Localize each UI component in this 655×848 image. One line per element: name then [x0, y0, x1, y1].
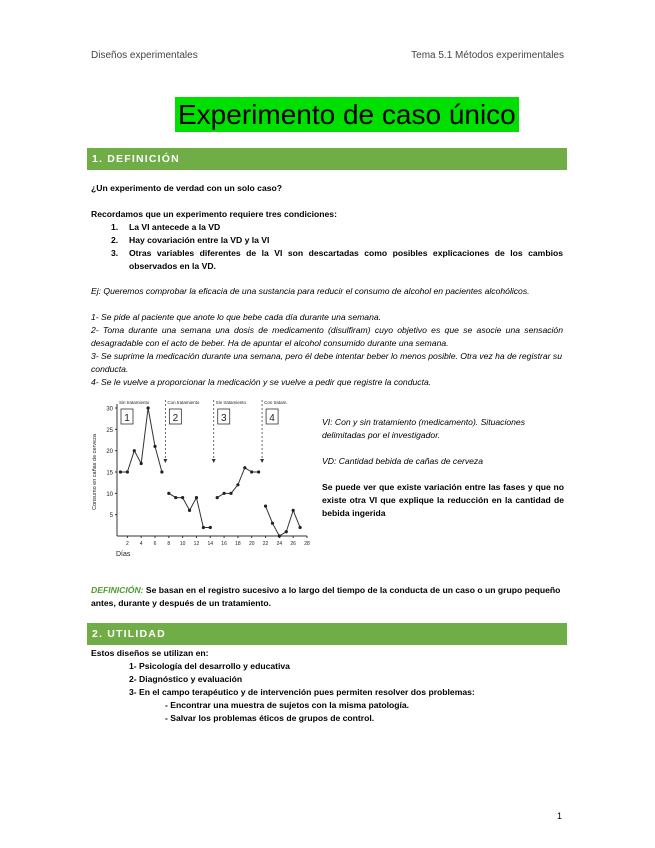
phase-label: Sin tratamiento — [119, 400, 150, 405]
data-point — [140, 462, 143, 465]
utility-item: 2- Diagnóstico y evaluación — [129, 674, 243, 684]
condition-item — [111, 234, 563, 247]
running-header-right: Tema 5.1 Métodos experimentales — [411, 50, 564, 61]
data-point — [257, 470, 260, 473]
data-point — [236, 483, 239, 486]
x-tick-label: 16 — [221, 541, 227, 547]
data-point — [229, 492, 232, 495]
vd-label: VD: — [322, 456, 337, 466]
y-tick-label: 10 — [106, 491, 113, 498]
x-tick-label: 22 — [262, 541, 269, 547]
data-point — [181, 496, 184, 499]
data-point — [119, 470, 122, 473]
y-tick-label: 25 — [106, 427, 113, 434]
data-point — [126, 470, 129, 473]
x-tick-label: 28 — [304, 541, 310, 547]
definition-text: Se basan en el registro sucesivo a lo largo del tiempo de la conducta de un caso o un grupo pequeño antes, durante y después de un tratamiento. — [91, 585, 561, 608]
data-point — [298, 526, 301, 529]
data-point — [222, 492, 225, 495]
data-point — [243, 466, 246, 469]
phase-number: 2 — [172, 413, 179, 424]
utility-subitem: - Encontrar una muestra de sujetos con la misma patología. — [165, 700, 410, 710]
y-tick-label: 20 — [106, 449, 113, 456]
condition-number: 1. — [111, 222, 119, 232]
variation-note: Se puede ver que existe variación entre las fases y que no existe otra VI que explique la reducción en la cantidad de bebida ingerida — [322, 482, 564, 518]
x-tick-label: 26 — [290, 541, 296, 547]
example-step: 4- Se le vuelve a proporcionar la medicación y se vuelve a pedir que registre la conducta. — [91, 377, 432, 387]
data-point — [167, 492, 170, 495]
x-tick-label: 14 — [207, 541, 214, 547]
data-point — [271, 522, 274, 525]
phase-label: Sin tratamiento — [215, 400, 246, 405]
vi-text: Con y sin tratamiento (medicamento). Situaciones delimitadas por el investigador. — [322, 417, 526, 440]
condition-number: 3. — [111, 248, 119, 258]
section-heading-utilidad: 2. UTILIDAD — [87, 623, 567, 645]
data-point — [153, 445, 156, 448]
condition-text: Hay covariación entre la VD y la VI — [129, 235, 270, 245]
data-point — [292, 509, 295, 512]
example-step: 1- Se pide al paciente que anote lo que bebe cada día durante una semana. — [91, 312, 382, 322]
x-tick-label: 24 — [276, 541, 283, 547]
example-intro: Ej: Queremos comprobar la eficacia de una sustancia para reducir el consumo de alcohol en pacientes alcohólicos. — [91, 286, 530, 296]
vd-text: Cantidad bebida de cañas de cerveza — [336, 456, 484, 466]
x-tick-label: 8 — [167, 541, 171, 547]
vi-description — [322, 416, 564, 442]
x-tick-label: 6 — [153, 541, 157, 547]
data-point — [285, 530, 288, 533]
phase-divider-arrow — [260, 459, 264, 463]
data-point — [264, 505, 267, 508]
page-number: 1 — [557, 811, 563, 821]
example-step: 2- Toma durante una semana una dosis de medicamento (disulfiram) cuyo objetivo es que se asocie una sensación desagradable con el acto de beber. Ha de apuntar el alcohol consumido durante una semana. — [91, 325, 563, 348]
condition-item — [111, 247, 563, 273]
y-tick-label: 30 — [106, 406, 113, 413]
condition-item — [111, 221, 563, 234]
data-point — [209, 526, 212, 529]
phase-number: 4 — [269, 413, 275, 424]
y-tick-label: 5 — [109, 513, 113, 520]
drinking-chart — [89, 396, 313, 560]
phase-label: Con tratamiento — [167, 400, 200, 405]
utility-item: 1- Psicología del desarrollo y educativa — [129, 661, 290, 671]
data-point — [133, 449, 136, 452]
data-point — [278, 534, 281, 537]
data-point — [160, 470, 163, 473]
phase-divider-arrow — [212, 459, 216, 463]
condition-number: 2. — [111, 235, 119, 245]
vd-description — [322, 455, 564, 468]
example-step: 3- Se suprime la medicación durante una semana, pero él debe intentar beber lo menos posible. Otra vez ha de registrar su conducta. — [91, 351, 563, 374]
question-text: ¿Un experimento de verdad con un solo caso? — [91, 183, 283, 193]
condition-text: Otras variables diferentes de la VI son descartadas como posibles explicaciones de los cambios observados en la VD. — [129, 248, 563, 271]
conditions-intro: Recordamos que un experimento requiere tres condiciones: — [91, 209, 337, 219]
vi-label: VI: — [322, 417, 333, 427]
phase-label: Con tratam. — [264, 400, 288, 405]
definition-label: DEFINICIÓN: — [91, 585, 144, 595]
y-axis-label: Consumo en cañas de cerveza — [92, 434, 98, 510]
x-axis-label: Días — [116, 551, 131, 558]
x-tick-label: 18 — [235, 541, 241, 547]
x-tick-label: 20 — [248, 541, 255, 547]
y-tick-label: 15 — [106, 470, 113, 477]
series-line — [266, 506, 301, 536]
x-tick-label: 10 — [179, 541, 186, 547]
data-point — [202, 526, 205, 529]
utility-item: 3- En el campo terapéutico y de intervención pues permiten resolver dos problemas: — [129, 687, 475, 697]
utility-subitem: - Salvar los problemas éticos de grupos de control. — [165, 713, 375, 723]
data-point — [146, 406, 149, 409]
data-point — [250, 470, 253, 473]
page-title: Experimento de caso único — [175, 97, 519, 132]
condition-text: La VI antecede a la VD — [129, 222, 221, 232]
section-heading-definicion: 1. DEFINICIÓN — [87, 148, 567, 170]
definition-paragraph — [91, 584, 563, 610]
phase-divider-arrow — [163, 459, 167, 463]
phase-number: 1 — [124, 413, 130, 424]
x-tick-label: 2 — [125, 541, 129, 547]
x-tick-label: 4 — [139, 541, 143, 547]
utility-intro: Estos diseños se utilizan en: — [91, 648, 209, 658]
data-point — [188, 509, 191, 512]
chart-axes — [92, 404, 310, 558]
phase-number: 3 — [220, 413, 227, 424]
x-tick-label: 12 — [193, 541, 200, 547]
running-header-left: Diseños experimentales — [91, 50, 198, 61]
data-point — [174, 496, 177, 499]
data-point — [216, 496, 219, 499]
data-point — [195, 496, 198, 499]
chart-marks — [119, 400, 302, 538]
